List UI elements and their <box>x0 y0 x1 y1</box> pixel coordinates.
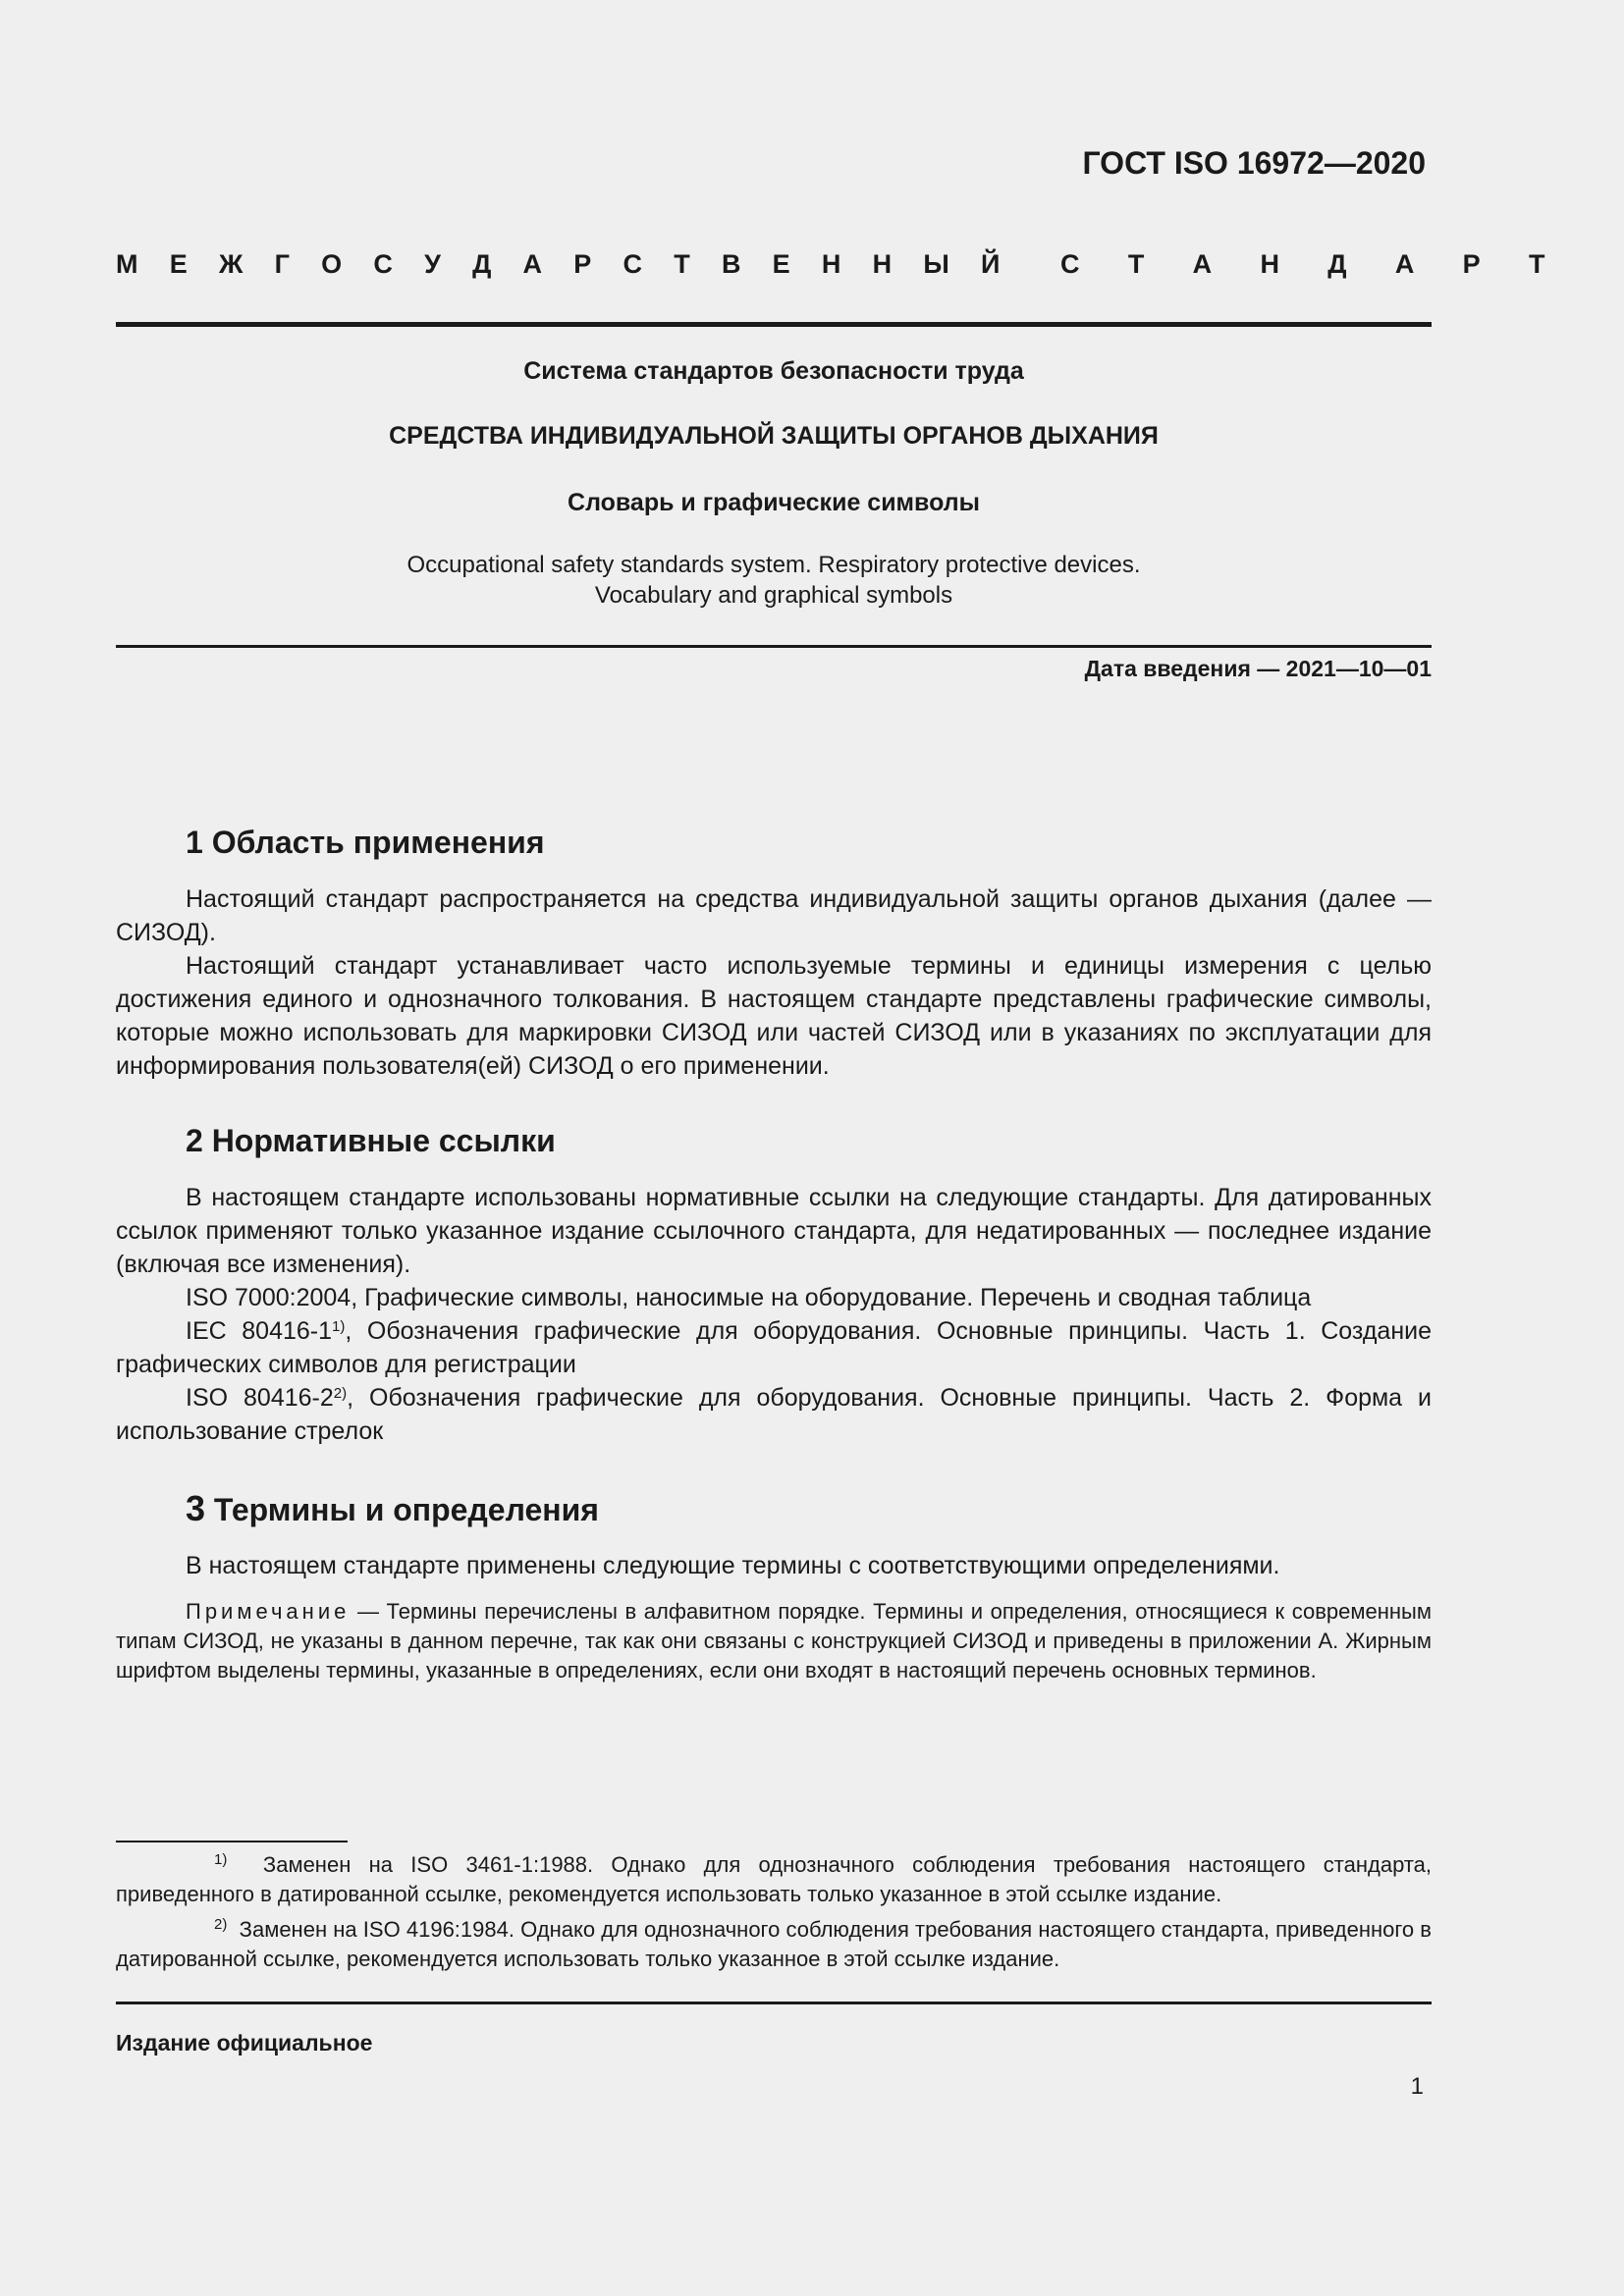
heading-letter: Р <box>573 249 592 279</box>
standard-word <box>1060 249 1545 280</box>
document-number: ГОСТ ISO 16972—2020 <box>1082 145 1426 181</box>
heading-letter: Е <box>169 249 189 279</box>
heading-letter: Т <box>674 249 691 279</box>
footnote-mark: 2) <box>214 1916 228 1933</box>
section-2-heading: 2 Нормативные ссылки <box>186 1123 556 1158</box>
footer-divider <box>116 2002 1432 2004</box>
section-3-number: 3 <box>186 1488 206 1528</box>
english-title <box>116 550 1432 611</box>
section-2-paragraph: В настоящем стандарте использованы нормативные ссылки на следующие стандарты. Для датированных ссылок применяют только указанное издание ссылочного стандарта, для недатированных — последнее издание (включая все изменения). <box>116 1184 1432 1278</box>
heading-letter: Г <box>274 249 291 279</box>
heading-letter: Д <box>1327 249 1347 279</box>
heading-letter: Е <box>772 249 791 279</box>
footnote-mark[interactable]: 2) <box>333 1385 348 1402</box>
heading-letter: Н <box>1260 249 1280 279</box>
note-text: — Термины перечислены в алфавитном порядке. Термины и определения, относящиеся к современным типам СИЗОД, не указаны в данном перечне, так как они связаны с конструкцией СИЗОД и приведены в приложении А. Жирным шрифтом выделены термины, указанные в определениях, если они входят в настоящий перечень основных терминов. <box>116 1599 1432 1682</box>
footnote-mark: 1) <box>214 1851 228 1868</box>
heading-letter: С <box>1060 249 1080 279</box>
heading-letter: О <box>321 249 343 279</box>
footnote-item <box>116 1850 1432 1909</box>
heading-letter: Й <box>980 249 1001 279</box>
heading-letter: С <box>623 249 643 279</box>
system-title: Система стандартов безопасности труда <box>523 357 1024 385</box>
heading-letter: А <box>522 249 543 279</box>
heading-letter: Н <box>821 249 841 279</box>
footnotes <box>116 1850 1432 1980</box>
footnote-mark[interactable]: 1) <box>332 1318 346 1335</box>
reference-title: , Обозначения графические для оборудования. Основные принципы. Часть 1. Создание графических символов для регистрации <box>116 1317 1432 1378</box>
heading-letter: Н <box>872 249 893 279</box>
heading-letter: Т <box>1127 249 1145 279</box>
section-3-title: Термины и определения <box>213 1492 599 1527</box>
header-divider <box>116 322 1432 327</box>
section-1-paragraph: Настоящий стандарт распространяется на средства индивидуальной защиты органов дыхания (далее — СИЗОД). <box>116 885 1432 946</box>
reference-code: IEC 80416-1 <box>186 1317 333 1345</box>
footnote-text: Заменен на ISO 3461-1:1988. Однако для однозначного соблюдения требования настоящего стандарта, приведенного в датированной ссылке, рекомендуется использовать только указанное в этой ссылке издание. <box>116 1852 1432 1906</box>
heading-letter: М <box>116 249 138 279</box>
section-2-reference: ISO 7000:2004, Графические символы, наносимые на оборудование. Перечень и сводная таблица <box>186 1284 1312 1311</box>
section-2-reference <box>116 1314 1432 1381</box>
section-2-reference <box>116 1381 1432 1448</box>
section-3-body <box>116 1549 1432 1582</box>
english-title-line1: Occupational safety standards system. Respiratory protective devices. <box>406 552 1141 578</box>
section-1-heading: 1 Область применения <box>186 825 545 860</box>
footnote-text: Заменен на ISO 4196:1984. Однако для однозначного соблюдения требования настоящего стандарта, приведенного в датированной ссылке, рекомендуется использовать только указанное в этой ссылке издание. <box>116 1917 1432 1971</box>
heading-letter: Д <box>472 249 492 279</box>
heading-letter: А <box>1394 249 1415 279</box>
reference-title: , Обозначения графические для оборудования. Основные принципы. Часть 2. Форма и использование стрелок <box>116 1384 1432 1445</box>
english-title-line2: Vocabulary and graphical symbols <box>594 582 953 609</box>
subtitle: Словарь и графические символы <box>568 489 980 516</box>
section-3-heading <box>186 1488 599 1529</box>
footnote-separator <box>116 1841 348 1842</box>
section-1-body <box>116 882 1432 1083</box>
footnote-item <box>116 1915 1432 1974</box>
heading-letter: У <box>424 249 442 279</box>
section-3-note <box>116 1597 1432 1685</box>
heading-letter: Т <box>1528 249 1545 279</box>
title-divider <box>116 645 1432 648</box>
section-2-body <box>116 1181 1432 1448</box>
interstate-word <box>116 249 1001 280</box>
reference-code: ISO 80416-2 <box>186 1384 334 1412</box>
introduction-date: Дата введения — 2021—10—01 <box>1084 656 1432 681</box>
heading-letter: А <box>1192 249 1213 279</box>
section-3-paragraph: В настоящем стандарте применены следующие термины с соответствующими определениями. <box>186 1552 1280 1579</box>
heading-letter: В <box>721 249 741 279</box>
section-1-paragraph: Настоящий стандарт устанавливает часто используемые термины и единицы измерения с целью достижения единого и однозначного толкования. В настоящем стандарте представлены графические символы, которые можно использовать для маркировки СИЗОД или частей СИЗОД или в указаниях по эксплуатации для информирования пользователя(ей) СИЗОД о его применении. <box>116 952 1432 1080</box>
edition-label: Издание официальное <box>116 2030 373 2056</box>
heading-letter: Ж <box>218 249 244 279</box>
heading-letter: Р <box>1462 249 1482 279</box>
heading-letter: Ы <box>923 249 950 279</box>
heading-letter: С <box>373 249 394 279</box>
page-number: 1 <box>1410 2073 1424 2100</box>
note-label: Примечание <box>186 1599 351 1624</box>
main-title: СРЕДСТВА ИНДИВИДУАЛЬНОЙ ЗАЩИТЫ ОРГАНОВ ДЫХАНИЯ <box>389 422 1159 450</box>
